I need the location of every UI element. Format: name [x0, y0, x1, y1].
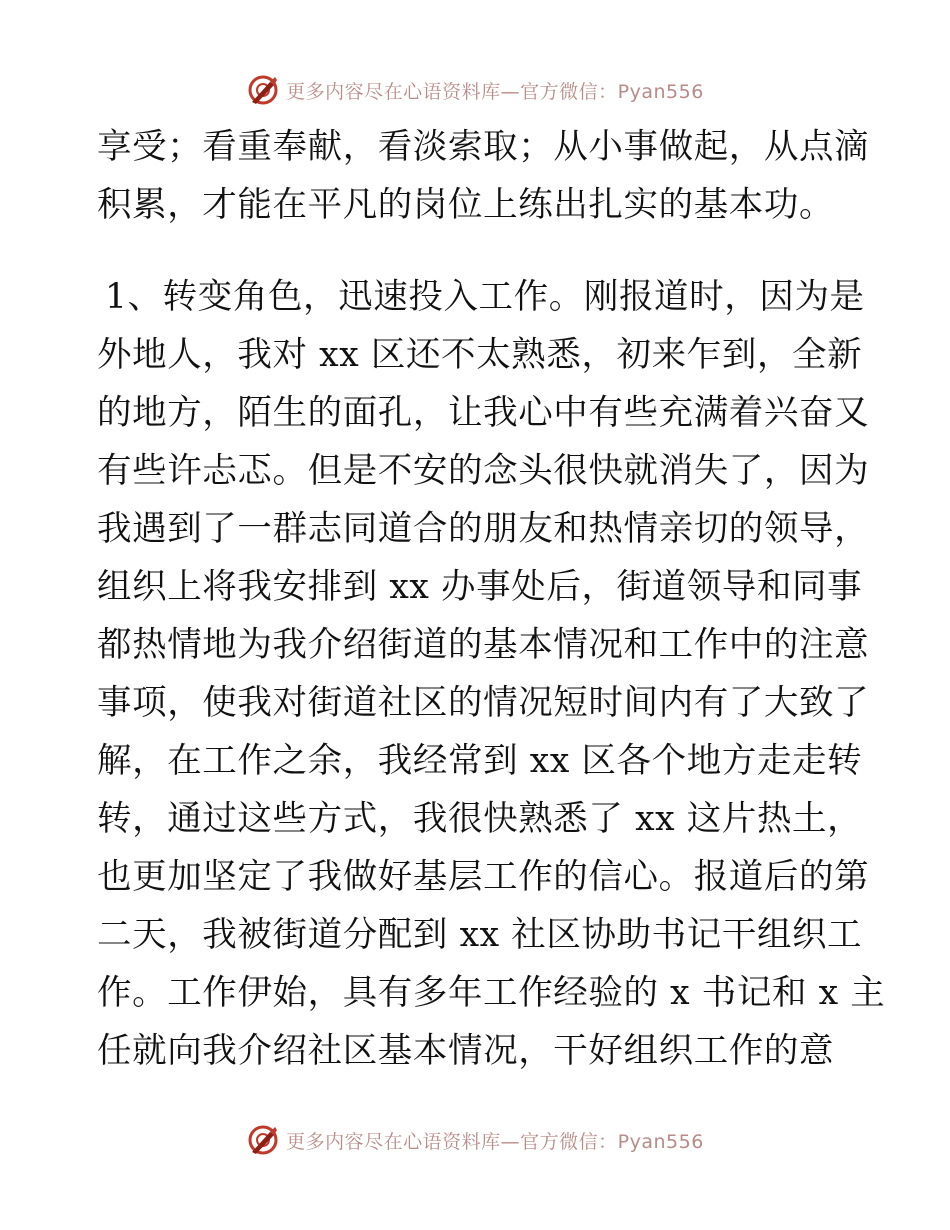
text-line: 解，在工作之余，我经常到 xx 区各个地方走走转: [97, 741, 863, 781]
text-line: 我遇到了一群志同道合的朋友和热情亲切的领导，: [97, 509, 870, 549]
text-line: 转，通过这些方式，我很快熟悉了 xx 这片热土，: [97, 799, 863, 839]
text-line: 都热情地为我介绍街道的基本情况和工作中的注意: [97, 625, 870, 665]
text-line: 1、转变角色，迅速投入工作。刚报道时，因为是: [105, 277, 865, 317]
text-line: 也更加坚定了我做好基层工作的信心。报道后的第: [97, 857, 870, 897]
text-line: 组织上将我安排到 xx 办事处后，街道领导和同事: [97, 567, 863, 607]
text-line: 的地方，陌生的面孔，让我心中有些充满着兴奋又: [97, 393, 870, 433]
pen-seal-logo-icon: [246, 73, 280, 107]
text-line: 二天，我被街道分配到 xx 社区协助书记干组织工: [97, 915, 863, 955]
pen-seal-logo-icon: [246, 1123, 280, 1157]
header-watermark: [0, 70, 950, 110]
paragraph-spacer: [97, 234, 857, 268]
text-line: 积累，才能在平凡的岗位上练出扎实的基本功。: [97, 185, 835, 225]
text-line: 事项，使我对街道社区的情况短时间内有了大致了: [97, 683, 870, 723]
text-line: 作。工作伊始，具有多年工作经验的 x 书记和 x 主: [97, 973, 886, 1013]
watermark-text: 更多内容尽在心语资料库—官方微信：Pyan556: [286, 80, 704, 103]
document-body: [97, 118, 886, 1080]
paragraph-2: [97, 268, 886, 1080]
watermark-text: 更多内容尽在心语资料库—官方微信：Pyan556: [286, 1130, 704, 1153]
text-line: 有些许忐忑。但是不安的念头很快就消失了，因为: [97, 451, 870, 491]
text-line: 任就向我介绍社区基本情况，干好组织工作的意: [97, 1031, 835, 1071]
footer-watermark: [0, 1120, 950, 1160]
text-line: 享受；看重奉献，看淡索取；从小事做起，从点滴: [97, 127, 870, 167]
paragraph-1: [97, 118, 870, 234]
text-line: 外地人，我对 xx 区还不太熟悉，初来乍到，全新: [97, 335, 863, 375]
